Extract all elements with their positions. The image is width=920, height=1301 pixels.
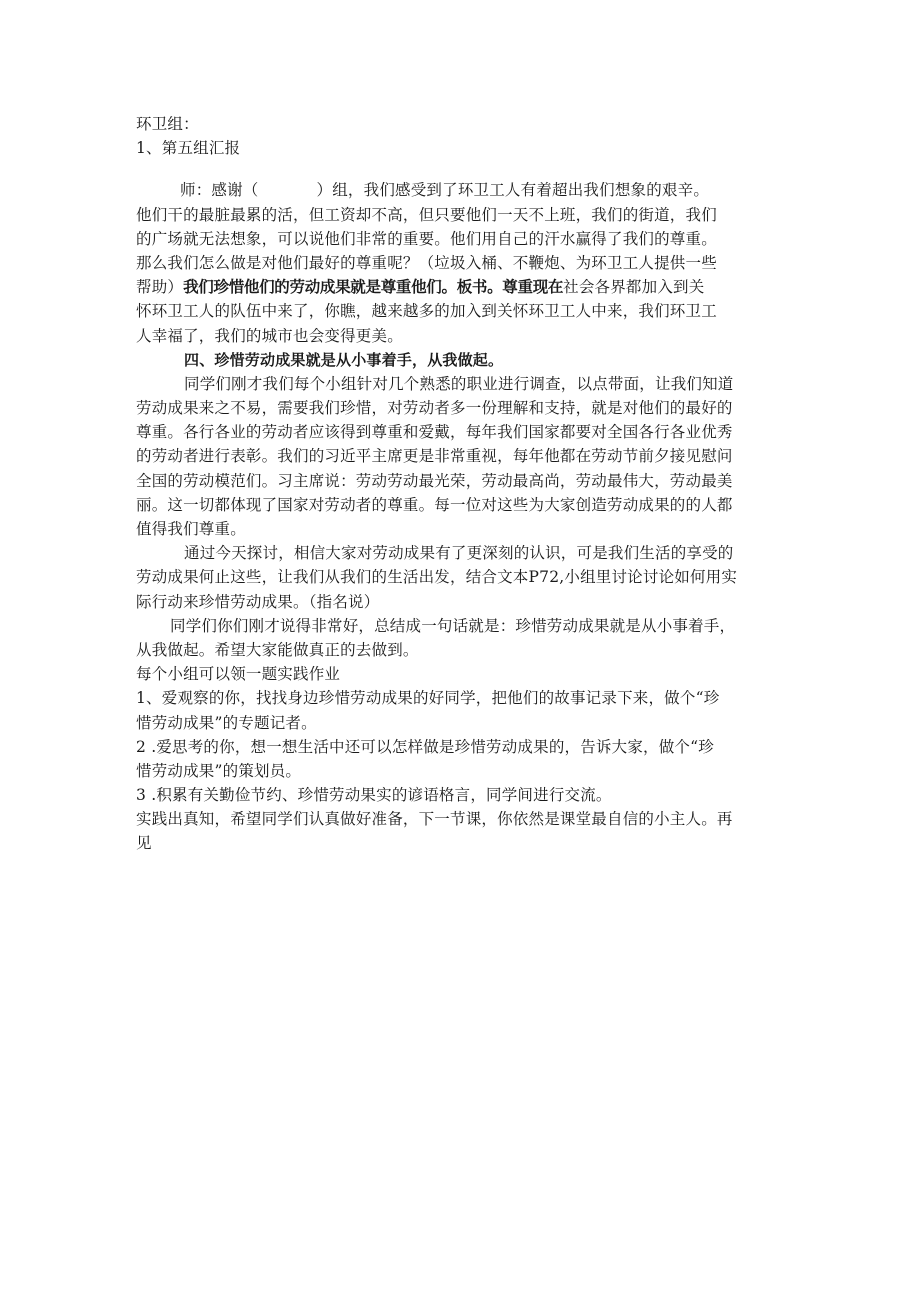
paragraph-line: 同学们刚才我们每个小组针对几个熟悉的职业进行调查，以点带面，让我们知道 xyxy=(184,374,734,393)
text-run: 社会各界都加入到关 xyxy=(563,278,705,297)
paragraph-line: 际行动来珍惜劳动成果。（指名说） xyxy=(136,592,380,611)
text-run: 帮助） xyxy=(136,278,184,297)
homework-item-2-cont: 惜劳动成果”的策划员。 xyxy=(136,761,302,780)
closing-line: 见 xyxy=(136,834,152,853)
paragraph-line: 值得我们尊重。 xyxy=(136,520,246,538)
homework-item-3: 3 .积累有关勤俭节约、珍惜劳动果实的谚语格言，同学间进行交流。 xyxy=(136,786,612,805)
section-heading: 四、珍惜劳动成果就是从小事着手，从我做起。 xyxy=(184,350,504,369)
paragraph-line xyxy=(136,178,796,202)
paragraph-line: 从我做起。希望大家能做真正的去做到。 xyxy=(136,640,419,659)
paragraph-line: 那么我们怎么做是对他们最好的尊重呢？（垃圾入桶、不鞭炮、为环卫工人提供一些 xyxy=(136,253,717,272)
paragraph-line: 怀环卫工人的队伍中来了，你瞧，越来越多的加入到关怀环卫工人中来，我们环卫工 xyxy=(136,302,717,321)
paragraph-line: 尊重。各行各业的劳动者应该得到尊重和爱戴，每年我们国家都要对全国各行各业优秀 xyxy=(136,423,733,442)
paragraph-line: 的广场就无法想象，可以说他们非常的重要。他们用自己的汗水赢得了我们的尊重。 xyxy=(136,229,717,248)
paragraph-line xyxy=(136,275,796,299)
paragraph-line: 人幸福了，我们的城市也会变得更美。 xyxy=(136,326,403,345)
text-run: 师：感谢（ xyxy=(180,181,259,200)
paragraph-line: 劳动成果何止这些，让我们从我们的生活出发，结合文本P72,小组里讨论讨论如何用实 xyxy=(136,568,738,587)
homework-item-2: 2 .爱思考的你，想一想生活中还可以怎样做是珍惜劳动成果的，告诉大家，做个“珍 xyxy=(136,737,714,756)
paragraph-line: 同学们你们刚才说得非常好，总结成一句话就是：珍惜劳动成果就是从小事着手， xyxy=(170,616,736,635)
homework-intro: 每个小组可以领一题实践作业 xyxy=(136,665,341,684)
paragraph-line: 通过今天探讨，相信大家对劳动成果有了更深刻的认识，可是我们生活的享受的 xyxy=(184,544,734,563)
text-run: ）组，我们感受到了环卫工人有着超出我们想象的艰辛。 xyxy=(316,181,710,200)
closing-line: 实践出真知，希望同学们认真做好准备，下一节课，你依然是课堂最自信的小主人。再 xyxy=(136,810,733,829)
section-label: 环卫组： xyxy=(136,115,199,133)
paragraph-line: 丽。这一切都体现了国家对劳动者的尊重。每一位对这些为大家创造劳动成果的的人都 xyxy=(136,495,733,514)
paragraph-line: 全国的劳动模范们。习主席说：劳动劳动最光荣，劳动最高尚，劳动最伟大，劳动最美 xyxy=(136,471,733,490)
spacer xyxy=(136,160,796,178)
homework-item-1: 1、爱观察的你，找找身边珍惜劳动成果的好同学，把他们的故事记录下来，做个“珍 xyxy=(136,689,720,708)
paragraph-line: 劳动成果来之不易，需要我们珍惜，对劳动者多一份理解和支持，就是对他们的最好的 xyxy=(136,399,733,418)
homework-item-1-cont: 惜劳动成果”的专题记者。 xyxy=(136,713,317,732)
document-page xyxy=(136,112,796,856)
group-report-title: 1、第五组汇报 xyxy=(136,139,241,158)
paragraph-line: 他们干的最脏最累的活，但工资却不高，但只要他们一天不上班，我们的街道，我们 xyxy=(136,205,717,224)
bold-text-run: 我们珍惜他们的劳动成果就是尊重他们。板书。尊重现在 xyxy=(183,278,564,297)
paragraph-line: 的劳动者进行表彰。我们的习近平主席更是非常重视，每年他都在劳动节前夕接见慰问 xyxy=(136,447,733,466)
